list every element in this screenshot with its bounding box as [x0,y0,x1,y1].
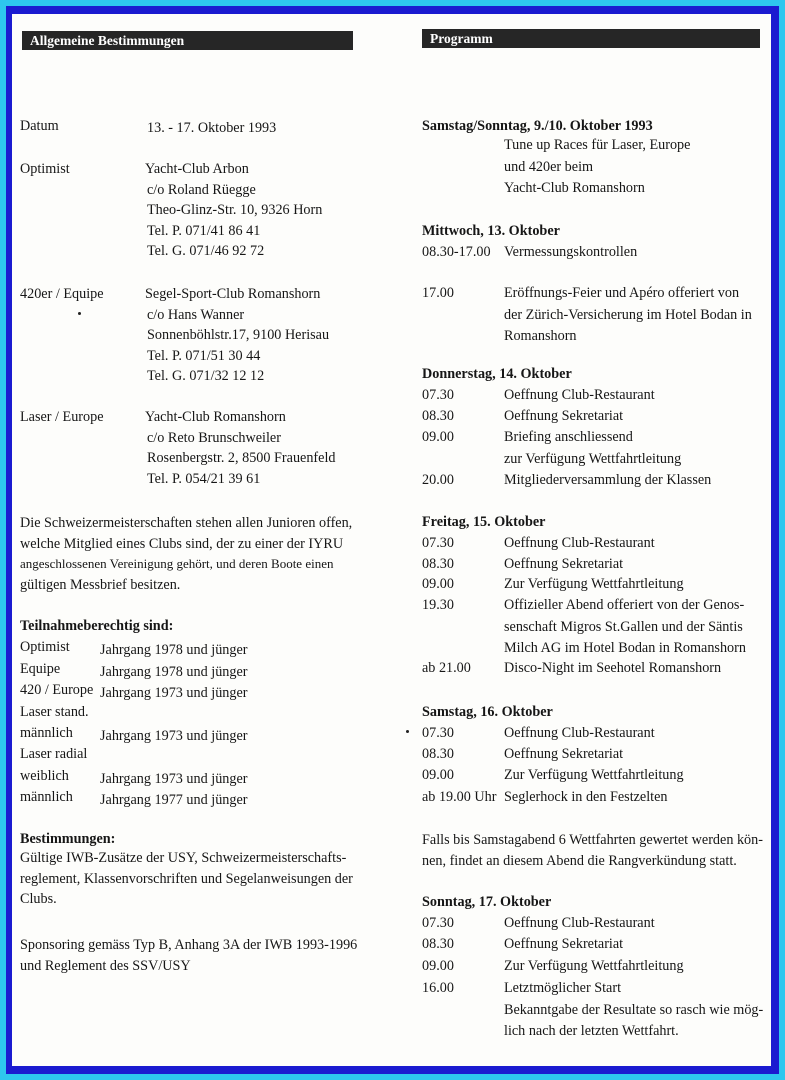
eligible-year: Jahrgang 1973 und jünger [100,771,248,787]
schedule-time: 09.00 [422,767,454,783]
contact-line: Tel. G. 071/46 92 72 [147,243,265,259]
schedule-time: 08.30 [422,746,454,762]
schedule-time: ab 19.00 Uhr [422,789,497,805]
paragraph-line: angeschlossenen Vereinigung gehört, und deren Boote einen [20,556,334,571]
schedule-text: Offizieller Abend offeriert von der Genos- [504,597,745,613]
schedule-time: 07.30 [422,535,454,551]
pre-event-line: Tune up Races für Laser, Europe [504,137,691,153]
contact-line: c/o Hans Wanner [147,306,245,323]
sponsoring-line: Sponsoring gemäss Typ B, Anhang 3A der IWB 1993-1996 [20,937,358,953]
pre-event-line: Yacht-Club Romanshorn [504,180,645,196]
paragraph-line: Die Schweizermeisterschaften stehen allen Junioren offen, [20,515,353,531]
contact-line: Sonnenböhlstr.17, 9100 Herisau [147,327,330,343]
contact-line: Rosenbergstr. 2, 8500 Frauenfeld [147,450,336,466]
contact-line: c/o Roland Rüegge [147,181,256,198]
eligible-class: 420 / Europe [20,682,94,698]
schedule-text: Milch AG im Hotel Bodan in Romanshorn [504,640,746,656]
schedule-time: 19.30 [422,597,454,613]
eligible-class: Laser stand. [20,704,89,720]
eligible-class: männlich [20,725,73,741]
schedule-text: Eröffnungs-Feier und Apéro offeriert von [504,285,740,301]
contact-line: Tel. P. 071/51 30 44 [147,347,261,364]
schedule-text: Zur Verfügung Wettfahrtleitung [504,767,684,783]
schedule-text: Oeffnung Club-Restaurant [504,915,655,931]
contact-line: c/o Reto Brunschweiler [147,429,281,446]
eligible-class: Laser radial [20,746,88,762]
schedule-text: lich nach der letzten Wettfahrt. [504,1023,679,1039]
contact-label: Laser / Europe [20,409,104,425]
schedule-time: 07.30 [422,725,454,741]
note-line: nen, findet an diesem Abend die Rangverkündung statt. [422,853,737,869]
schedule-text: Oeffnung Sekretariat [504,746,624,762]
schedule-text: zur Verfügung Wettfahrtleitung [504,450,682,467]
day-heading: Mittwoch, 13. Oktober [422,223,560,239]
eligible-year: Jahrgang 1978 und jünger [100,664,248,680]
schedule-text: Letztmöglicher Start [504,980,622,996]
pre-event-heading: Samstag/Sonntag, 9./10. Oktober 1993 [422,118,653,134]
schedule-time: 16.00 [422,980,454,996]
eligible-year: Jahrgang 1977 und jünger [100,792,248,808]
schedule-text: Oeffnung Sekretariat [504,408,624,424]
pre-event-line: und 420er beim [504,158,594,175]
day-heading: Samstag, 16. Oktober [422,704,553,720]
note-line: Falls bis Samstagabend 6 Wettfahrten gewertet werden kön- [422,832,763,848]
schedule-text: Mitgliederversammlung der Klassen [504,472,712,488]
eligible-class: männlich [20,789,73,805]
schedule-text: Romanshorn [504,328,577,344]
schedule-text: Zur Verfügung Wettfahrtleitung [504,958,684,974]
rules-heading: Bestimmungen: [20,831,116,847]
schedule-text: Oeffnung Sekretariat [504,556,624,572]
schedule-text: der Zürich-Versicherung im Hotel Bodan in [504,306,752,323]
contact-line: Theo-Glinz-Str. 10, 9326 Horn [147,202,323,218]
schedule-time: 17.00 [422,285,454,301]
contact-label: Optimist [20,161,70,177]
scan-speck [406,730,409,733]
contact-line: Tel. G. 071/32 12 12 [147,368,265,384]
schedule-time: 07.30 [422,915,454,931]
eligible-class: Optimist [20,639,70,655]
eligible-year: Jahrgang 1973 und jünger [100,728,248,744]
schedule-time: 08.30 [422,936,454,952]
schedule-text: Oeffnung Club-Restaurant [504,387,655,403]
schedule-time: 09.00 [422,958,454,974]
schedule-time: 09.00 [422,429,454,445]
schedule-text: Oeffnung Sekretariat [504,936,624,952]
eligible-heading: Teilnahmeberechtig sind: [20,618,174,634]
eligible-year: Jahrgang 1978 und jünger [100,642,248,658]
schedule-text: Vermessungskontrollen [504,244,638,260]
schedule-text: Bekanntgabe der Resultate so rasch wie mög- [504,1001,764,1018]
schedule-time: 20.00 [422,472,454,488]
schedule-time: 08.30 [422,556,454,572]
contact-line: Segel-Sport-Club Romanshorn [145,286,321,302]
rules-line: Gültige IWB-Zusätze der USY, Schweizermeisterschafts- [20,850,347,866]
eligible-year: Jahrgang 1973 und jünger [100,685,248,701]
contact-label: 420er / Equipe [20,286,104,302]
schedule-time: 08.30-17.00 [422,244,491,260]
schedule-text: Oeffnung Club-Restaurant [504,535,655,551]
contact-line: Yacht-Club Romanshorn [145,409,286,425]
day-heading: Sonntag, 17. Oktober [422,894,552,910]
paragraph-line: gültigen Messbrief besitzen. [20,576,181,593]
schedule-time: 08.30 [422,408,454,424]
schedule-time: 07.30 [422,387,454,403]
schedule-time: 09.00 [422,576,454,592]
contact-line: Yacht-Club Arbon [145,161,249,177]
contact-line: 13. - 17. Oktober 1993 [147,120,277,136]
paragraph-line: welche Mitglied eines Clubs sind, der zu einer der IYRU [20,535,344,552]
schedule-text: Oeffnung Club-Restaurant [504,725,655,741]
schedule-text: Zur Verfügung Wettfahrtleitung [504,576,684,592]
contact-label: Datum [20,118,59,134]
schedule-text: senschaft Migros St.Gallen und der Säntis [504,618,743,635]
section-header-general: Allgemeine Bestimmungen [22,31,353,50]
sponsoring-line: und Reglement des SSV/USY [20,957,191,974]
document-page [12,14,771,1066]
schedule-text: Disco-Night im Seehotel Romanshorn [504,660,722,676]
rules-line: reglement, Klassenvorschriften und Segelanweisungen der [20,870,353,887]
contact-line: Tel. P. 054/21 39 61 [147,470,261,487]
schedule-text: Seglerhock in den Festzelten [504,789,668,805]
eligible-class: weiblich [20,768,69,784]
eligible-class: Equipe [20,661,61,677]
scan-speck [78,312,81,315]
schedule-text: Briefing anschliessend [504,429,633,445]
contact-line: Tel. P. 071/41 86 41 [147,222,261,239]
day-heading: Donnerstag, 14. Oktober [422,366,572,382]
day-heading: Freitag, 15. Oktober [422,514,546,530]
section-header-program: Programm [422,29,760,48]
schedule-time: ab 21.00 [422,660,471,676]
rules-line: Clubs. [20,891,57,907]
